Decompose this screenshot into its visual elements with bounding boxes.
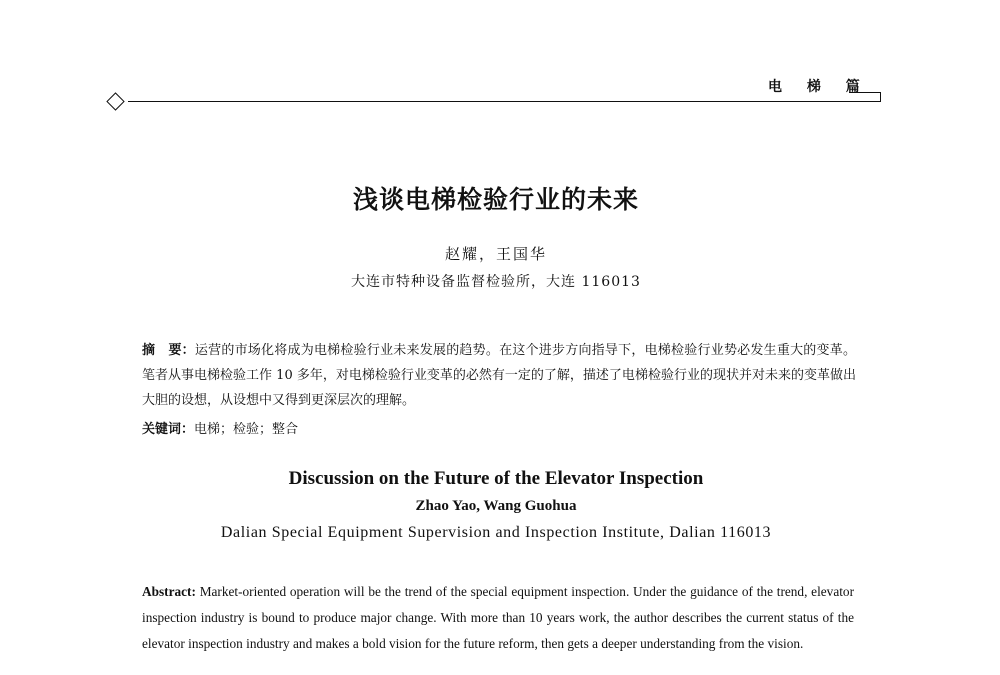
diamond-icon [106,92,124,110]
abstract-en-text: Market-oriented operation will be the trend of the special equipment inspection. Under the guidance of the trend, elevator inspection industry is bound to produce major change. With more than 10 years work, the author describes the current status of the elevator inspection industry and makes a bold vision for the future reform, then gets a deeper understanding from the vision. [142,584,854,651]
keywords-cn [142,417,856,442]
affiliation-en: Dalian Special Equipment Supervision and Inspection Institute, Dalian 116013 [220,524,772,541]
authors-cn: 赵耀，王国华 [444,245,547,263]
affiliation-cn: 大连市特种设备监督检验所，大连 116013 [351,274,641,290]
section-label: 电 梯 篇 [768,79,870,95]
header-rule [128,101,880,102]
paper-title-en: Discussion on the Future of the Elevator Inspection [288,468,704,489]
keywords-cn-label: 关键词： [142,422,195,437]
header-tab-corner [849,92,881,102]
authors-en: Zhao Yao, Wang Guohua [415,498,577,514]
abstract-cn-text: 运营的市场化将成为电梯检验行业未来发展的趋势。在这个进步方向指导下，电梯检验行业势必发生重大的变革。笔者从事电梯检验工作 10 多年，对电梯检验行业变革的必然有一定的了解，描述了电梯检验行业的现状并对未来的变革做出大胆的设想，从设想中又得到更深层次的理解。 [142,343,856,408]
keywords-cn-text: 电梯；检验；整合 [194,422,299,437]
abstract-en-label: Abstract: [142,584,196,599]
abstract-cn-label: 摘 要： [142,343,195,358]
paper-title-cn: 浅谈电梯检验行业的未来 [352,185,639,214]
abstract-cn [142,338,856,413]
abstract-en [142,579,854,657]
